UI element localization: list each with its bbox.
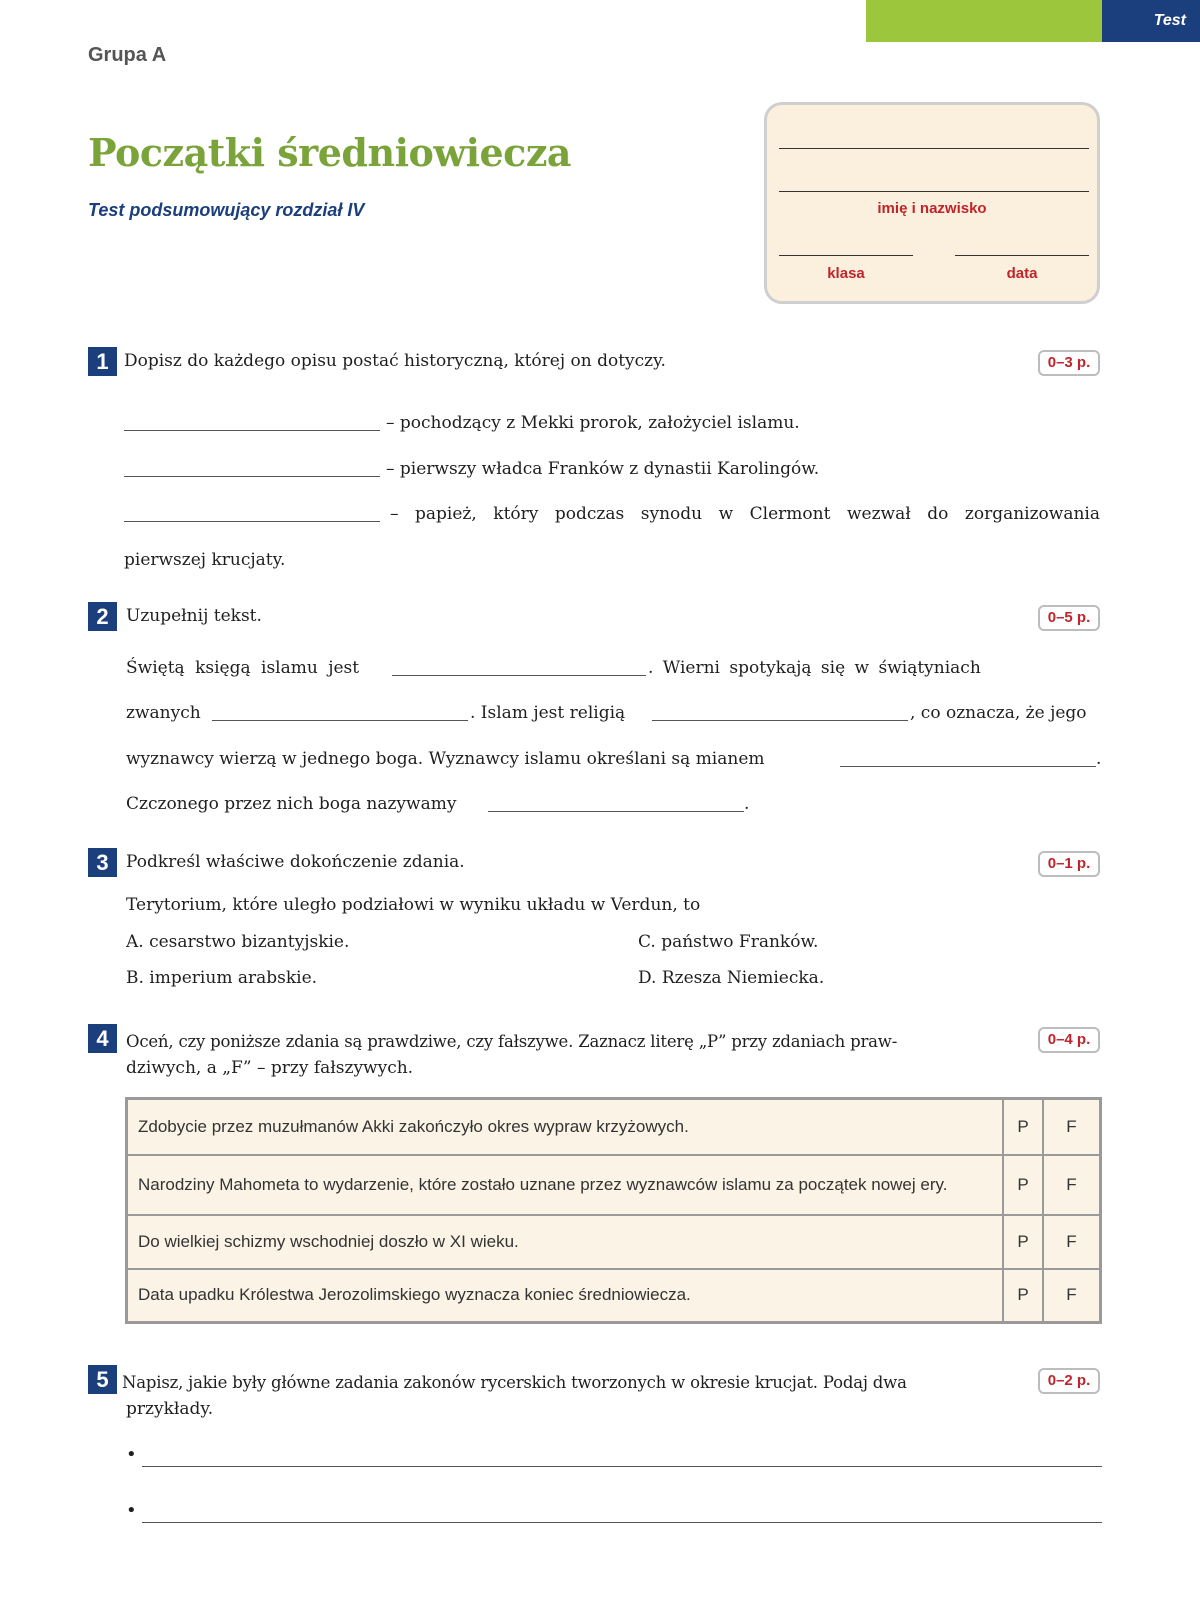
task-2-text-2c: , co oznacza, że jego — [910, 703, 1087, 723]
task-2-text-3b: . — [1096, 749, 1102, 769]
task-2-text-1a: Świętą księgą islamu jest — [126, 658, 360, 678]
task-number-3: 3 — [88, 848, 117, 877]
task-1-answer-3[interactable] — [124, 521, 380, 522]
option-p-cell[interactable]: P — [1003, 1215, 1043, 1269]
option-p-cell[interactable]: P — [1003, 1099, 1043, 1155]
task-2-text-3a: wyznawcy wierzą w jednego boga. Wyznawcy islamu określani są mianem — [126, 749, 765, 769]
task-2-blank-5[interactable] — [488, 811, 744, 812]
statement-cell: Zdobycie przez muzułmanów Akki zakończyło okres wypraw krzyżowych. — [127, 1099, 1004, 1155]
task-2-blank-4[interactable] — [840, 766, 1096, 767]
date-line[interactable] — [955, 255, 1089, 256]
task-number-2: 2 — [88, 602, 117, 631]
option-f-cell[interactable]: F — [1043, 1215, 1101, 1269]
task-2-blank-3[interactable] — [652, 720, 908, 721]
task-3-stem: Terytorium, które uległo podziałowi w wyniku układu w Verdun, to — [126, 895, 701, 915]
task-1-desc-3: – papież, który podczas synodu w Clermont wezwał do zorganizowania — [390, 504, 1100, 524]
date-label: data — [1006, 265, 1038, 282]
task-1-answer-2[interactable] — [124, 476, 380, 477]
table-row — [127, 1155, 1101, 1215]
bullet-1: • — [126, 1444, 137, 1465]
statement-cell: Narodziny Mahometa to wydarzenie, które zostało uznane przez wyznawców islamu za początek nowej ery. — [127, 1155, 1004, 1215]
task-2-blank-2[interactable] — [212, 720, 468, 721]
task-1-desc-2: – pierwszy władca Franków z dynastii Karolingów. — [386, 459, 820, 479]
task-5-answer-line-1[interactable] — [142, 1466, 1102, 1467]
task-4-instruction-1: Oceń, czy poniższe zdania są prawdziwe, czy fałszywe. Zaznacz literę „P” przy zdaniach praw- — [126, 1032, 898, 1051]
header-blue-bar — [1102, 0, 1200, 42]
task-2-text-2b: . Islam jest religią — [470, 703, 626, 723]
option-p-cell[interactable]: P — [1003, 1269, 1043, 1323]
task-number-5: 5 — [88, 1365, 117, 1394]
option-p-cell[interactable]: P — [1003, 1155, 1043, 1215]
task-5-instruction-2: przykłady. — [126, 1399, 214, 1419]
header-green-bar — [866, 0, 1102, 42]
task-1-instruction: Dopisz do każdego opisu postać historyczną, której on dotyczy. — [124, 351, 666, 371]
name-label: imię i nazwisko — [877, 200, 987, 217]
task-2-text-2a: zwanych — [126, 703, 201, 723]
task-2-text-1b: . Wierni spotykają się w świątyniach — [648, 658, 981, 678]
task-2-text-4b: . — [744, 794, 750, 814]
option-f-cell[interactable]: F — [1043, 1269, 1101, 1323]
table-row — [127, 1269, 1101, 1323]
class-line[interactable] — [779, 255, 913, 256]
page-title: Początki średniowiecza — [88, 130, 572, 175]
task-3-points: 0–1 p. — [1038, 851, 1100, 877]
task-5-answer-line-2[interactable] — [142, 1522, 1102, 1523]
table-row — [127, 1215, 1101, 1269]
task-3-option-d[interactable]: D. Rzesza Niemiecka. — [638, 968, 825, 988]
task-3-option-c[interactable]: C. państwo Franków. — [638, 932, 819, 952]
task-4-instruction-2: dziwych, a „F” – przy fałszywych. — [126, 1058, 414, 1078]
statement-cell: Do wielkiej schizmy wschodniej doszło w XI wieku. — [127, 1215, 1004, 1269]
student-info-box — [764, 102, 1100, 304]
task-2-text-4a: Czczonego przez nich boga nazywamy — [126, 794, 457, 814]
task-5-instruction-1: Napisz, jakie były główne zadania zakonów rycerskich tworzonych w okresie krucjat. Podaj dwa — [122, 1373, 907, 1392]
statement-cell: Data upadku Królestwa Jerozolimskiego wyznacza koniec średniowiecza. — [127, 1269, 1004, 1323]
task-1-answer-1[interactable] — [124, 430, 380, 431]
corner-label: Test — [1153, 12, 1186, 29]
true-false-table — [125, 1097, 1102, 1324]
task-1-desc-1: – pochodzący z Mekki prorok, założyciel islamu. — [386, 413, 800, 433]
option-f-cell[interactable]: F — [1043, 1155, 1101, 1215]
task-2-blank-1[interactable] — [392, 675, 646, 676]
task-2-instruction: Uzupełnij tekst. — [126, 606, 262, 626]
task-number-4: 4 — [88, 1024, 117, 1053]
page-subtitle: Test podsumowujący rozdział IV — [88, 200, 365, 220]
task-1-points: 0–3 p. — [1038, 350, 1100, 376]
class-label: klasa — [827, 265, 865, 282]
name-line-1[interactable] — [779, 148, 1089, 149]
task-3-option-a[interactable]: A. cesarstwo bizantyjskie. — [126, 932, 350, 952]
task-3-instruction: Podkreśl właściwe dokończenie zdania. — [126, 852, 465, 872]
table-row — [127, 1099, 1101, 1155]
task-5-points: 0–2 p. — [1038, 1368, 1100, 1394]
task-4-points: 0–4 p. — [1038, 1027, 1100, 1053]
group-label: Grupa A — [88, 44, 167, 66]
task-number-1: 1 — [88, 347, 117, 376]
task-3-option-b[interactable]: B. imperium arabskie. — [126, 968, 318, 988]
bullet-2: • — [126, 1500, 137, 1521]
task-1-desc-3-cont: pierwszej krucjaty. — [124, 550, 286, 570]
option-f-cell[interactable]: F — [1043, 1099, 1101, 1155]
name-line-2[interactable] — [779, 191, 1089, 192]
task-2-points: 0–5 p. — [1038, 605, 1100, 631]
